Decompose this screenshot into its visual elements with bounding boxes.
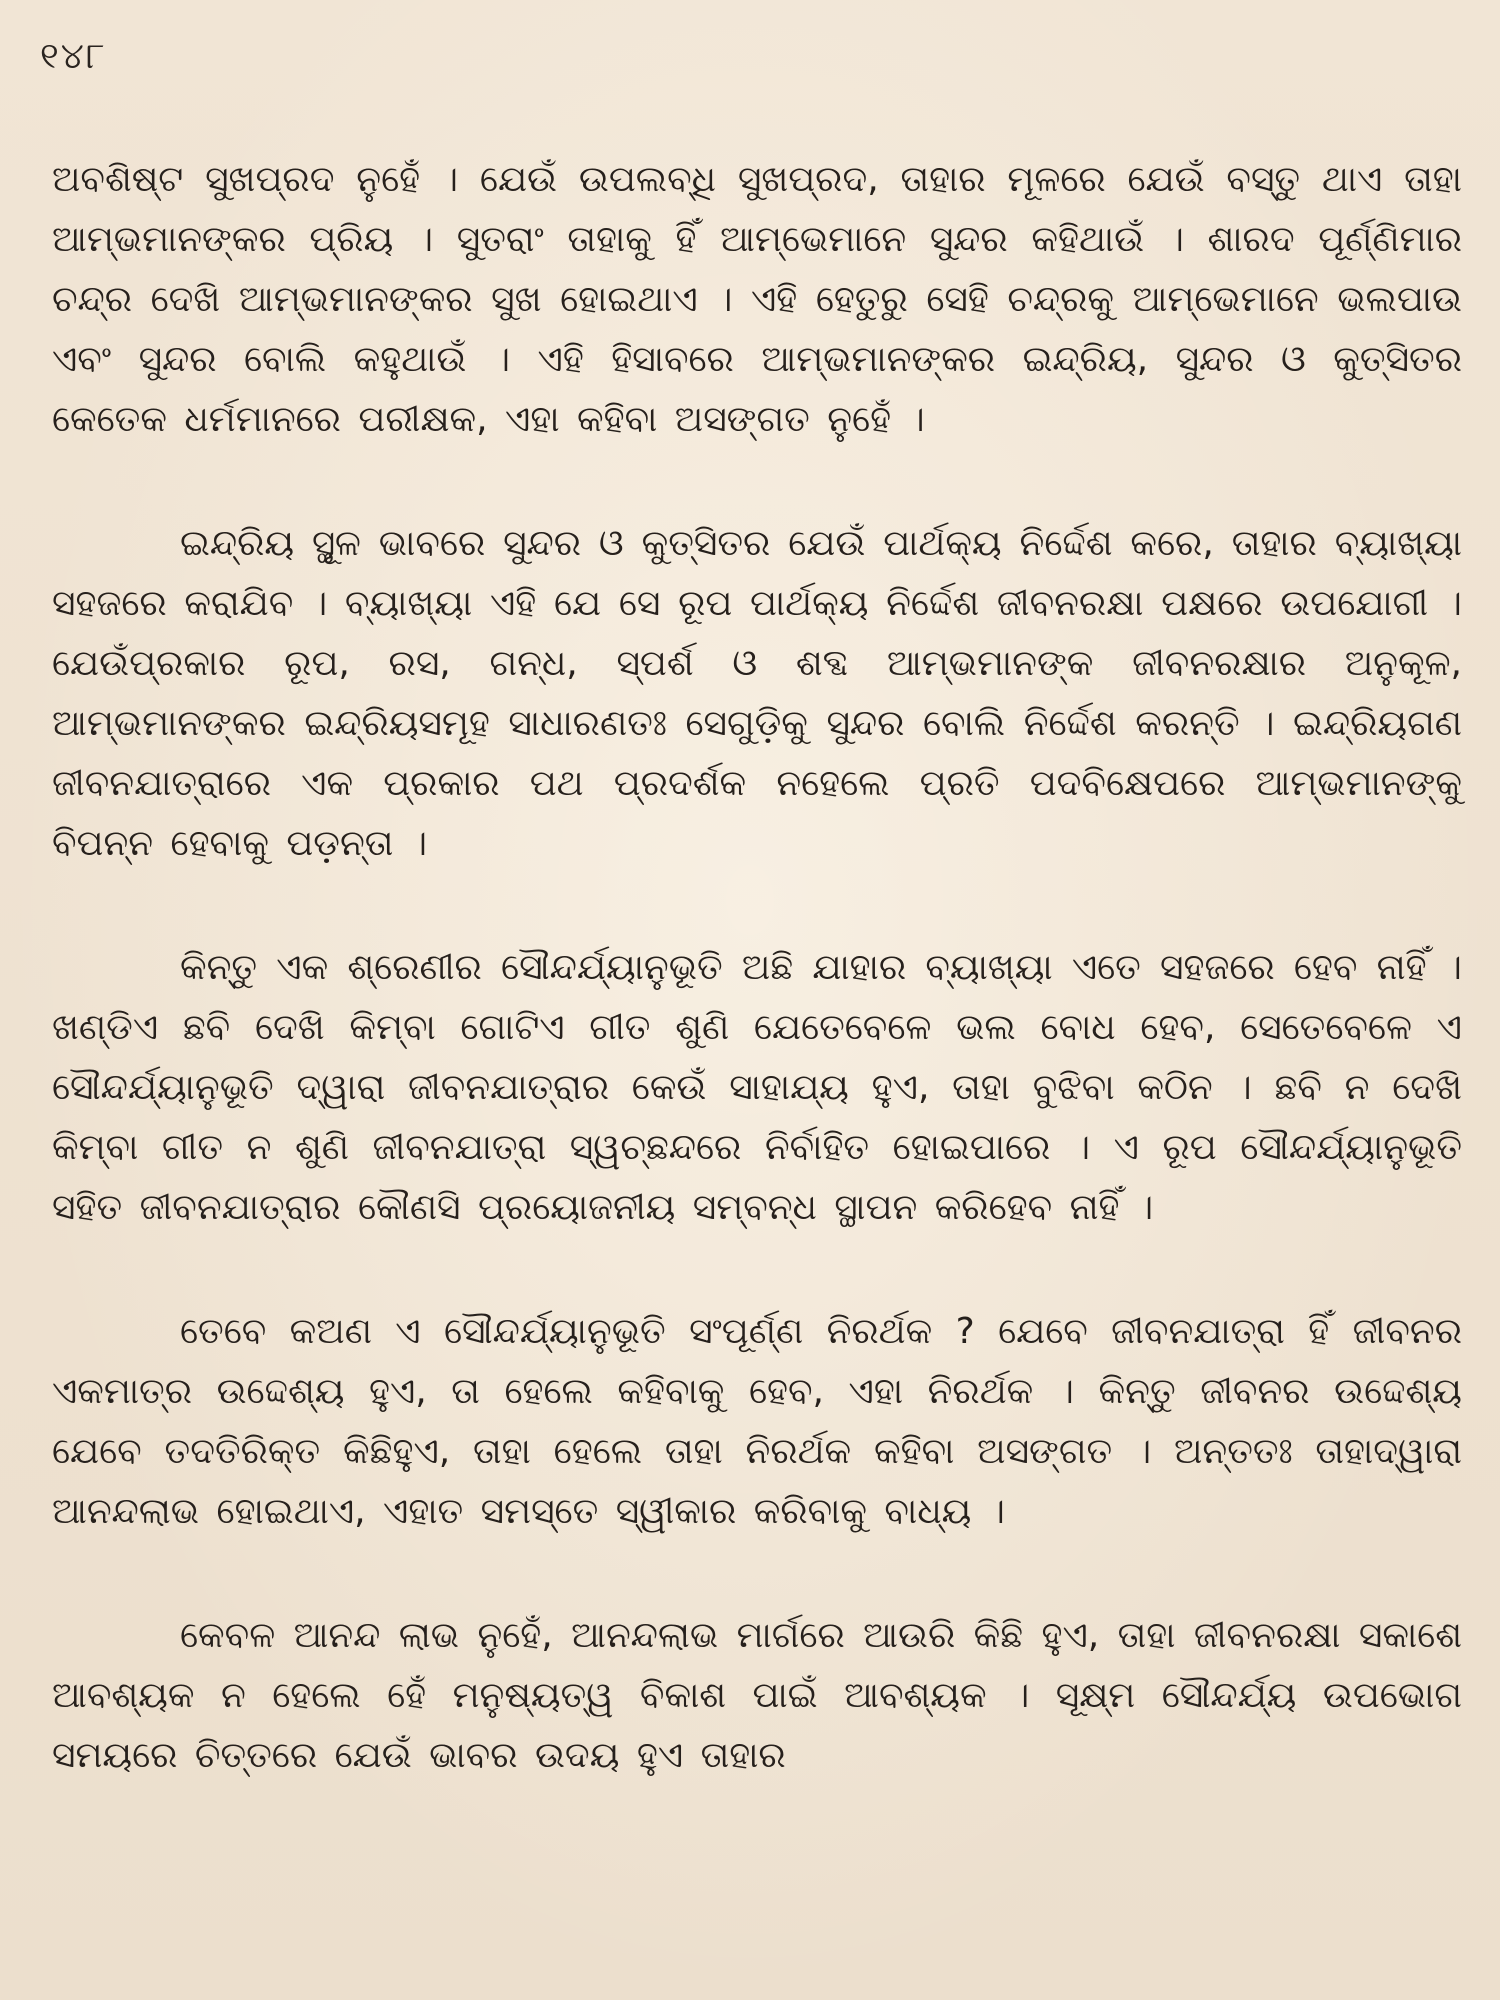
- paragraph-1: ଅବଶିଷ୍ଟ ସୁଖପ୍ରଦ ନୁହେଁ । ଯେଉଁ ଉପଲବ୍ଧି ସୁଖପ୍ରଦ, ତାହାର ମୂଳରେ ଯେଉଁ ବସ୍ତୁ ଥାଏ ତାହା ଆମ୍ଭମାନଙ୍କର ପ୍ରିୟ । ସୁତରାଂ ତାହାକୁ ହିଁ ଆମ୍ଭେମାନେ ସୁନ୍ଦର କହିଥାଉଁ । ଶାରଦ ପୂର୍ଣ୍ଣିମାର ଚନ୍ଦ୍ର ଦେଖି ଆମ୍ଭମାନଙ୍କର ସୁଖ ହୋଇଥାଏ । ଏହି ହେତୁରୁ ସେହି ଚନ୍ଦ୍ରକୁ ଆମ୍ଭେମାନେ ଭଲପାଉ ଏବଂ ସୁନ୍ଦର ବୋଲି କହୁଥାଉଁ । ଏହି ହିସାବରେ ଆମ୍ଭମାନଙ୍କର ଇନ୍ଦ୍ରିୟ, ସୁନ୍ଦର ଓ କୁତ୍ସିତର କେତେକ ଧର୍ମମାନରେ ପରୀକ୍ଷକ, ଏହା କହିବା ଅସଙ୍ଗତ ନୁହେଁ ।: [52, 159, 1462, 440]
- page-number: ୧୪୮: [40, 36, 107, 77]
- paragraph-3: କିନ୍ତୁ ଏକ ଶ୍ରେଣୀର ସୌନ୍ଦର୍ଯ୍ୟାନୁଭୂତି ଅଛି ଯାହାର ବ୍ୟାଖ୍ୟା ଏତେ ସହଜରେ ହେବ ନାହିଁ । ଖଣ୍ଡିଏ ଛବି ଦେଖି କିମ୍ବା ଗୋଟିଏ ଗୀତ ଶୁଣି ଯେତେବେଳେ ଭଲ ବୋଧ ହେବ, ସେତେବେଳେ ଏ ସୌନ୍ଦର୍ଯ୍ୟାନୁଭୂତି ଦ୍ୱାରା ଜୀବନଯାତ୍ରାର କେଉଁ ସାହାଯ୍ୟ ହୁଏ, ତାହା ବୁଝିବା କଠିନ । ଛବି ନ ଦେଖି କିମ୍ବା ଗୀତ ନ ଶୁଣି ଜୀବନଯାତ୍ରା ସ୍ୱଚ୍ଛନ୍ଦରେ ନିର୍ବାହିତ ହୋଇପାରେ । ଏ ରୂପ ସୌନ୍ଦର୍ଯ୍ୟାନୁଭୂତି ସହିତ ଜୀବନଯାତ୍ରାର କୌଣସି ପ୍ରୟୋଜନୀୟ ସମ୍ବନ୍ଧ ସ୍ଥାପନ କରିହେବ ନାହିଁ ।: [52, 947, 1462, 1228]
- paragraph-2: ଇନ୍ଦ୍ରିୟ ସ୍ଥୂଳ ଭାବରେ ସୁନ୍ଦର ଓ କୁତ୍ସିତର ଯେଉଁ ପାର୍ଥକ୍ୟ ନିର୍ଦ୍ଦେଶ କରେ, ତାହାର ବ୍ୟାଖ୍ୟା ସହଜରେ କରାଯିବ । ବ୍ୟାଖ୍ୟା ଏହି ଯେ ସେ ରୂପ ପାର୍ଥକ୍ୟ ନିର୍ଦ୍ଦେଶ ଜୀବନରକ୍ଷା ପକ୍ଷରେ ଉପଯୋଗୀ । ଯେଉଁପ୍ରକାର ରୂପ, ରସ, ଗନ୍ଧ, ସ୍ପର୍ଶ ଓ ଶବ୍ଦ ଆମ୍ଭମାନଙ୍କ ଜୀବନରକ୍ଷାର ଅନୁକୂଳ, ଆମ୍ଭମାନଙ୍କର ଇନ୍ଦ୍ରିୟସମୂହ ସାଧାରଣତଃ ସେଗୁଡ଼ିକୁ ସୁନ୍ଦର ବୋଲି ନିର୍ଦ୍ଦେଶ କରନ୍ତି । ଇନ୍ଦ୍ରିୟଗଣ ଜୀବନଯାତ୍ରାରେ ଏକ ପ୍ରକାର ପଥ ପ୍ରଦର୍ଶକ ନହେଲେ ପ୍ରତି ପଦବିକ୍ଷେପରେ ଆମ୍ଭମାନଙ୍କୁ ବିପନ୍ନ ହେବାକୁ ପଡ଼ନ୍ତା ।: [52, 523, 1462, 864]
- paragraph-4: ତେବେ କଅଣ ଏ ସୌନ୍ଦର୍ଯ୍ୟାନୁଭୂତି ସଂପୂର୍ଣ୍ଣ ନିରର୍ଥକ ? ଯେବେ ଜୀବନଯାତ୍ରା ହିଁ ଜୀବନର ଏକମାତ୍ର ଉଦ୍ଦେଶ୍ୟ ହୁଏ, ତା ହେଲେ କହିବାକୁ ହେବ, ଏହା ନିରର୍ଥକ । କିନ୍ତୁ ଜୀବନର ଉଦ୍ଦେଶ୍ୟ ଯେବେ ତଦତିରିକ୍ତ କିଛିହୁଏ, ତାହା ହେଲେ ତାହା ନିରର୍ଥକ କହିବା ଅସଙ୍ଗତ । ଅନ୍ତତଃ ତାହାଦ୍ୱାରା ଆନନ୍ଦଲାଭ ହୋଇଥାଏ, ଏହାତ ସମସ୍ତେ ସ୍ୱୀକାର କରିବାକୁ ବାଧ୍ୟ ।: [52, 1311, 1462, 1532]
- body-text: [52, 150, 1462, 1786]
- paragraph-5: କେବଳ ଆନନ୍ଦ ଲାଭ ନୁହେଁ, ଆନନ୍ଦଲାଭ ମାର୍ଗରେ ଆଉରି କିଛି ହୁଏ, ତାହା ଜୀବନରକ୍ଷା ସକାଶେ ଆବଶ୍ୟକ ନ ହେଲେ ହେଁ ମନୁଷ୍ୟତ୍ୱ ବିକାଶ ପାଇଁ ଆବଶ୍ୟକ । ସୂକ୍ଷ୍ମ ସୌନ୍ଦର୍ଯ୍ୟ ଉପଭୋଗ ସମୟରେ ଚିତ୍ତରେ ଯେଉଁ ଭାବର ଉଦୟ ହୁଏ ତାହାର: [52, 1615, 1462, 1776]
